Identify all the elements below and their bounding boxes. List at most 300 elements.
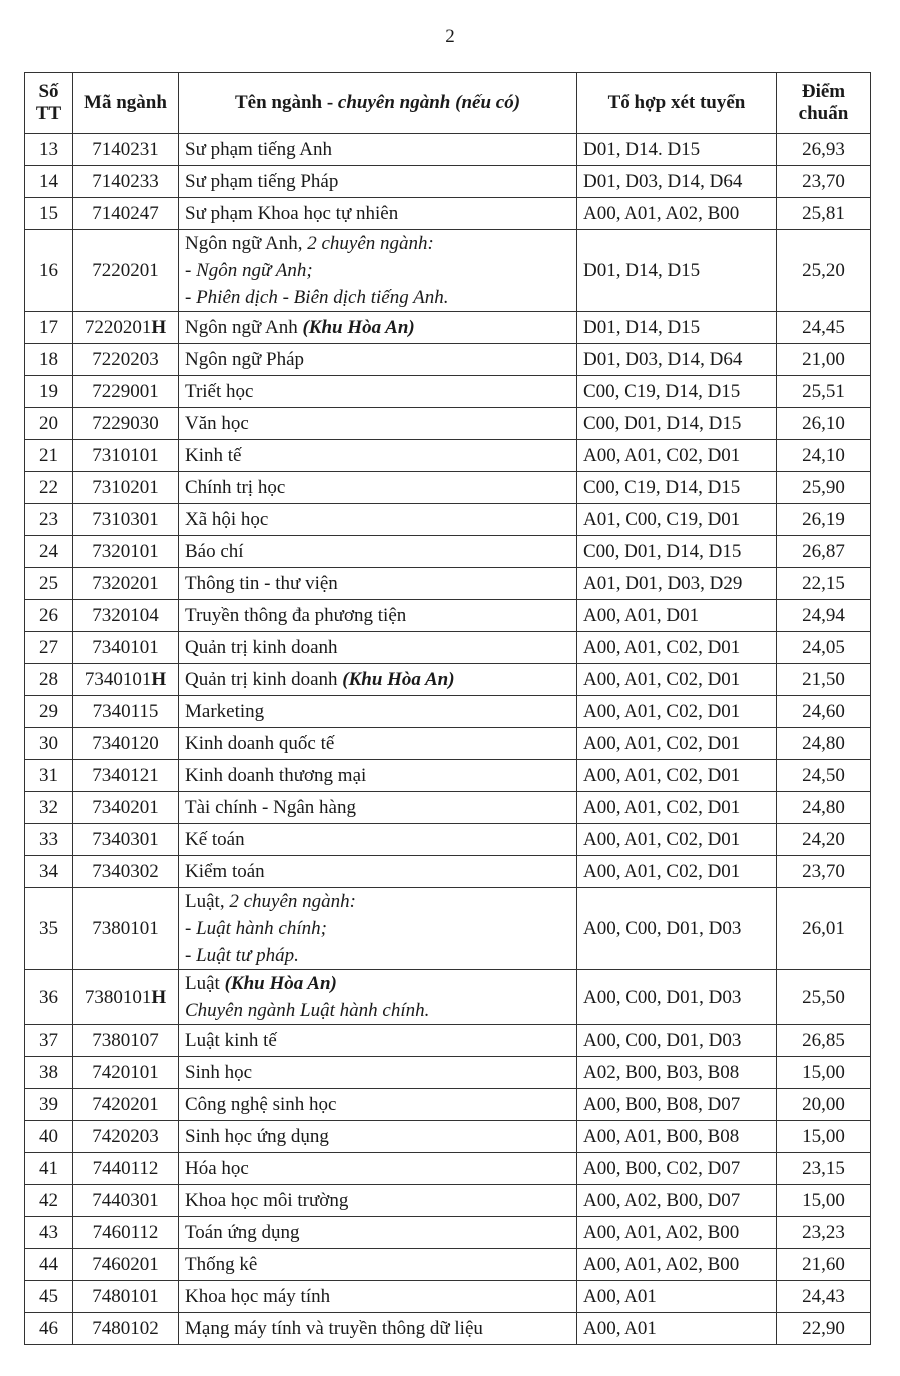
name-line <box>185 698 570 725</box>
cell-name <box>179 696 577 728</box>
cell-score: 26,19 <box>777 504 871 536</box>
cell-name <box>179 824 577 856</box>
table-row <box>25 1217 871 1249</box>
cell-combo: A00, A01, C02, D01 <box>577 440 777 472</box>
name-text: Sư phạm Khoa học tự nhiên <box>185 203 399 224</box>
name-line <box>185 168 570 195</box>
table-row <box>25 856 871 888</box>
cell-name <box>179 504 577 536</box>
cell-code <box>73 728 179 760</box>
cell-code <box>73 1217 179 1249</box>
name-line <box>185 1187 570 1214</box>
cell-stt: 41 <box>25 1153 73 1185</box>
cell-score: 25,81 <box>777 198 871 230</box>
name-text: Hóa học <box>185 1158 249 1179</box>
header-code: Mã ngành <box>73 73 179 134</box>
table-row <box>25 632 871 664</box>
code-value: 7340201 <box>92 797 159 818</box>
name-line <box>185 410 570 437</box>
header-score: Điểm chuẩn <box>777 73 871 134</box>
cell-code <box>73 888 179 970</box>
table-row <box>25 760 871 792</box>
cell-name <box>179 440 577 472</box>
name-text: Văn học <box>185 413 249 434</box>
cell-code <box>73 472 179 504</box>
cell-score: 22,90 <box>777 1313 871 1345</box>
table-row <box>25 440 871 472</box>
code-value: 7310101 <box>92 445 159 466</box>
header-name-italic: chuyên ngành (nếu có) <box>337 92 521 113</box>
cell-name <box>179 344 577 376</box>
cell-stt: 36 <box>25 970 73 1025</box>
cell-combo: A00, A01, C02, D01 <box>577 664 777 696</box>
cell-score: 24,50 <box>777 760 871 792</box>
name-text: Xã hội học <box>185 509 269 530</box>
name-line <box>185 762 570 789</box>
name-line <box>185 602 570 629</box>
cell-code <box>73 1313 179 1345</box>
cell-stt: 42 <box>25 1185 73 1217</box>
code-value: 7420203 <box>92 1126 159 1147</box>
table-row <box>25 1313 871 1345</box>
cell-combo: A00, A01, C02, D01 <box>577 792 777 824</box>
cell-score: 25,50 <box>777 970 871 1025</box>
code-value: 7310201 <box>92 477 159 498</box>
code-value: 7320104 <box>92 605 159 626</box>
header-combo: Tổ hợp xét tuyển <box>577 73 777 134</box>
cell-name <box>179 1185 577 1217</box>
code-value: 7340302 <box>92 861 159 882</box>
name-line <box>185 666 570 693</box>
name-text: Kiểm toán <box>185 861 265 882</box>
cell-score: 24,80 <box>777 728 871 760</box>
cell-code <box>73 376 179 408</box>
cell-name <box>179 230 577 312</box>
cell-name <box>179 1057 577 1089</box>
cell-stt: 45 <box>25 1281 73 1313</box>
name-line <box>185 794 570 821</box>
name-line <box>185 230 570 257</box>
name-line <box>185 1091 570 1118</box>
cell-stt: 15 <box>25 198 73 230</box>
code-value: 7440301 <box>92 1190 159 1211</box>
cell-stt: 43 <box>25 1217 73 1249</box>
cell-name <box>179 472 577 504</box>
cell-score: 26,10 <box>777 408 871 440</box>
table-row <box>25 792 871 824</box>
cell-score: 15,00 <box>777 1185 871 1217</box>
cell-stt: 32 <box>25 792 73 824</box>
code-value: 7220201 <box>92 260 159 281</box>
cell-name <box>179 632 577 664</box>
cell-combo: A01, D01, D03, D29 <box>577 568 777 600</box>
cell-name <box>179 408 577 440</box>
cell-stt: 26 <box>25 600 73 632</box>
name-text: Toán ứng dụng <box>185 1222 300 1243</box>
name-text: Khoa học máy tính <box>185 1286 331 1307</box>
cell-combo: D01, D14, D15 <box>577 230 777 312</box>
code-value: 7310301 <box>92 509 159 530</box>
table-row <box>25 536 871 568</box>
code-value: 7220203 <box>92 349 159 370</box>
name-line <box>185 1251 570 1278</box>
cell-score: 26,87 <box>777 536 871 568</box>
code-value: 7340115 <box>92 701 159 722</box>
cell-stt: 13 <box>25 134 73 166</box>
code-value: 7140247 <box>92 203 159 224</box>
cell-combo: A00, A01, C02, D01 <box>577 824 777 856</box>
name-text: Thống kê <box>185 1254 258 1275</box>
cell-name <box>179 198 577 230</box>
cell-name <box>179 312 577 344</box>
name-bold-italic: (Khu Hòa An) <box>224 973 337 994</box>
name-line <box>185 506 570 533</box>
cell-stt: 35 <box>25 888 73 970</box>
cell-stt: 19 <box>25 376 73 408</box>
name-line <box>185 538 570 565</box>
cell-name <box>179 376 577 408</box>
code-value: 7460112 <box>92 1222 159 1243</box>
code-value: 7380107 <box>92 1030 159 1051</box>
cell-code <box>73 664 179 696</box>
name-text: Công nghệ sinh học <box>185 1094 337 1115</box>
cell-code <box>73 1185 179 1217</box>
cell-score: 26,01 <box>777 888 871 970</box>
name-line <box>185 346 570 373</box>
cell-name <box>179 1121 577 1153</box>
cell-name <box>179 1313 577 1345</box>
name-text: Kinh tế <box>185 445 242 466</box>
cell-name <box>179 760 577 792</box>
cell-code <box>73 792 179 824</box>
cell-score: 24,45 <box>777 312 871 344</box>
name-text: Quản trị kinh doanh <box>185 669 343 690</box>
code-value: 7140231 <box>92 139 159 160</box>
table-row <box>25 1185 871 1217</box>
name-text: Tài chính - Ngân hàng <box>185 797 356 818</box>
code-value: 7480101 <box>92 1286 159 1307</box>
code-value: 7340120 <box>92 733 159 754</box>
cell-combo: A00, A01, A02, B00 <box>577 1249 777 1281</box>
name-line <box>185 314 570 341</box>
cell-combo: A00, B00, C02, D07 <box>577 1153 777 1185</box>
cell-score: 15,00 <box>777 1057 871 1089</box>
name-sub-line: - Luật hành chính; <box>185 918 327 939</box>
cell-combo: A00, A01, B00, B08 <box>577 1121 777 1153</box>
code-value: 7420101 <box>92 1062 159 1083</box>
cell-score: 21,50 <box>777 664 871 696</box>
cell-name <box>179 728 577 760</box>
cell-combo: A00, C00, D01, D03 <box>577 888 777 970</box>
cell-combo: A00, A01 <box>577 1281 777 1313</box>
code-value: 7340121 <box>92 765 159 786</box>
name-line <box>185 1219 570 1246</box>
cell-stt: 28 <box>25 664 73 696</box>
cell-name <box>179 134 577 166</box>
cell-combo: A00, A01, C02, D01 <box>577 632 777 664</box>
cell-combo: A00, A01, C02, D01 <box>577 856 777 888</box>
cell-score: 24,60 <box>777 696 871 728</box>
cell-stt: 23 <box>25 504 73 536</box>
table-row <box>25 1249 871 1281</box>
name-line <box>185 634 570 661</box>
cell-score: 26,85 <box>777 1025 871 1057</box>
cell-code <box>73 1249 179 1281</box>
cell-name <box>179 1153 577 1185</box>
name-text: Sư phạm tiếng Pháp <box>185 171 339 192</box>
cell-score: 25,20 <box>777 230 871 312</box>
code-value: 7220201 <box>84 317 152 338</box>
cell-stt: 29 <box>25 696 73 728</box>
cell-code <box>73 198 179 230</box>
cell-stt: 18 <box>25 344 73 376</box>
cell-code <box>73 1121 179 1153</box>
table-row <box>25 600 871 632</box>
cell-score: 24,94 <box>777 600 871 632</box>
cell-name <box>179 600 577 632</box>
code-value: 7380101 <box>84 986 152 1008</box>
cell-score: 24,05 <box>777 632 871 664</box>
cell-combo: C00, C19, D14, D15 <box>577 472 777 504</box>
cell-stt: 40 <box>25 1121 73 1153</box>
table-row <box>25 696 871 728</box>
table-row <box>25 376 871 408</box>
cell-combo: A00, C00, D01, D03 <box>577 1025 777 1057</box>
cell-stt: 14 <box>25 166 73 198</box>
table-row <box>25 970 871 1025</box>
page-number: 2 <box>445 26 455 47</box>
cell-combo: D01, D14. D15 <box>577 134 777 166</box>
cell-name <box>179 856 577 888</box>
name-sub-line: Chuyên ngành Luật hành chính. <box>185 1000 430 1021</box>
cell-code <box>73 970 179 1025</box>
cell-code <box>73 824 179 856</box>
code-value: 7440112 <box>92 1158 159 1179</box>
code-value: 7229001 <box>92 381 159 402</box>
name-text: Mạng máy tính và truyền thông dữ liệu <box>185 1318 483 1339</box>
cell-name <box>179 1025 577 1057</box>
table-row <box>25 472 871 504</box>
cell-code <box>73 600 179 632</box>
cell-stt: 21 <box>25 440 73 472</box>
name-text: Kế toán <box>185 829 245 850</box>
table-row <box>25 728 871 760</box>
code-value: 7320201 <box>92 573 159 594</box>
cell-score: 25,51 <box>777 376 871 408</box>
cell-name <box>179 1217 577 1249</box>
cell-code <box>73 856 179 888</box>
code-suffix: H <box>151 986 167 1008</box>
cell-combo: A00, A01, C02, D01 <box>577 760 777 792</box>
name-text: Luật <box>185 973 225 994</box>
cell-score: 21,60 <box>777 1249 871 1281</box>
code-value: 7140233 <box>92 171 159 192</box>
table-row <box>25 344 871 376</box>
table-row <box>25 1057 871 1089</box>
name-bold-italic: (Khu Hòa An) <box>342 669 455 690</box>
code-value: 7340101 <box>84 669 152 690</box>
admission-scores-table <box>24 72 871 1345</box>
name-line <box>185 1155 570 1182</box>
name-text: Truyền thông đa phương tiện <box>185 605 407 626</box>
cell-combo: D01, D03, D14, D64 <box>577 166 777 198</box>
table-row <box>25 568 871 600</box>
name-italic: 2 chuyên ngành: <box>224 891 356 912</box>
name-line <box>185 826 570 853</box>
cell-combo: D01, D03, D14, D64 <box>577 344 777 376</box>
cell-combo: C00, D01, D14, D15 <box>577 408 777 440</box>
name-text: Kinh doanh quốc tế <box>185 733 335 754</box>
cell-combo: A00, A01, D01 <box>577 600 777 632</box>
name-line <box>185 474 570 501</box>
cell-code <box>73 1281 179 1313</box>
cell-score: 23,15 <box>777 1153 871 1185</box>
cell-stt: 20 <box>25 408 73 440</box>
cell-name <box>179 568 577 600</box>
table-row <box>25 1025 871 1057</box>
cell-combo: A01, C00, C19, D01 <box>577 504 777 536</box>
name-text: Ngôn ngữ Anh, <box>185 233 303 254</box>
name-line <box>185 1027 570 1054</box>
name-text: Báo chí <box>185 541 244 562</box>
name-line <box>185 1059 570 1086</box>
name-text: Thông tin - thư viện <box>185 573 338 594</box>
cell-name <box>179 792 577 824</box>
cell-name <box>179 664 577 696</box>
cell-code <box>73 134 179 166</box>
name-text: Triết học <box>185 381 254 402</box>
name-text: Luật, <box>185 891 225 912</box>
cell-stt: 24 <box>25 536 73 568</box>
name-text: Quản trị kinh doanh <box>185 637 338 658</box>
code-value: 7340301 <box>92 829 159 850</box>
name-line <box>185 858 570 885</box>
cell-combo: D01, D14, D15 <box>577 312 777 344</box>
code-value: 7460201 <box>92 1254 159 1275</box>
table-row <box>25 166 871 198</box>
cell-combo: A00, A01, A02, B00 <box>577 1217 777 1249</box>
cell-code <box>73 760 179 792</box>
cell-stt: 44 <box>25 1249 73 1281</box>
name-text: Sinh học <box>185 1062 253 1083</box>
code-value: 7340101 <box>92 637 159 658</box>
cell-code <box>73 696 179 728</box>
cell-combo: A00, B00, B08, D07 <box>577 1089 777 1121</box>
cell-name <box>179 1281 577 1313</box>
name-line <box>185 1315 570 1342</box>
name-line <box>185 970 570 997</box>
name-italic: 2 chuyên ngành: <box>302 233 434 254</box>
code-value: 7320101 <box>92 541 159 562</box>
cell-combo: A00, A01, A02, B00 <box>577 198 777 230</box>
cell-name <box>179 166 577 198</box>
cell-code <box>73 1153 179 1185</box>
cell-name <box>179 1249 577 1281</box>
name-text: Luật kinh tế <box>185 1030 277 1051</box>
cell-name <box>179 888 577 970</box>
cell-score: 22,15 <box>777 568 871 600</box>
name-text: Ngôn ngữ Pháp <box>185 349 305 370</box>
cell-code <box>73 312 179 344</box>
table-row <box>25 1281 871 1313</box>
table-row <box>25 1153 871 1185</box>
cell-score: 24,10 <box>777 440 871 472</box>
name-bold-italic: (Khu Hòa An) <box>302 317 415 338</box>
table-row <box>25 312 871 344</box>
cell-combo: A00, A01 <box>577 1313 777 1345</box>
header-name <box>179 73 577 134</box>
table-row <box>25 504 871 536</box>
cell-stt: 25 <box>25 568 73 600</box>
cell-combo: A00, A01, C02, D01 <box>577 728 777 760</box>
cell-stt: 37 <box>25 1025 73 1057</box>
cell-combo: C00, D01, D14, D15 <box>577 536 777 568</box>
code-suffix: H <box>151 317 167 338</box>
cell-combo: A00, C00, D01, D03 <box>577 970 777 1025</box>
cell-stt: 31 <box>25 760 73 792</box>
code-value: 7229030 <box>92 413 159 434</box>
cell-code <box>73 632 179 664</box>
cell-stt: 17 <box>25 312 73 344</box>
cell-code <box>73 408 179 440</box>
cell-code <box>73 504 179 536</box>
table-row <box>25 1121 871 1153</box>
table-row <box>25 230 871 312</box>
cell-stt: 22 <box>25 472 73 504</box>
cell-combo: A02, B00, B03, B08 <box>577 1057 777 1089</box>
cell-score: 23,70 <box>777 856 871 888</box>
name-line <box>185 442 570 469</box>
cell-score: 24,80 <box>777 792 871 824</box>
cell-stt: 33 <box>25 824 73 856</box>
header-stt: Số TT <box>25 73 73 134</box>
cell-code <box>73 536 179 568</box>
name-line <box>185 888 570 915</box>
cell-code <box>73 568 179 600</box>
table-body <box>25 134 871 1345</box>
header-name-main: Tên ngành - <box>234 92 338 113</box>
name-line <box>185 136 570 163</box>
name-line <box>185 200 570 227</box>
cell-score: 15,00 <box>777 1121 871 1153</box>
cell-code <box>73 440 179 472</box>
cell-code <box>73 166 179 198</box>
table-row <box>25 1089 871 1121</box>
name-text: Ngôn ngữ Anh <box>185 317 303 338</box>
cell-score: 21,00 <box>777 344 871 376</box>
cell-score: 24,20 <box>777 824 871 856</box>
cell-combo: A00, A01, C02, D01 <box>577 696 777 728</box>
name-line <box>185 570 570 597</box>
name-text: Sư phạm tiếng Anh <box>185 139 332 160</box>
name-line <box>185 730 570 757</box>
table-row <box>25 408 871 440</box>
name-sub-line: - Phiên dịch - Biên dịch tiếng Anh. <box>185 287 449 308</box>
name-sub-line: - Luật tư pháp. <box>185 945 299 966</box>
cell-score: 26,93 <box>777 134 871 166</box>
cell-score: 20,00 <box>777 1089 871 1121</box>
code-value: 7480102 <box>92 1318 159 1339</box>
table-row <box>25 134 871 166</box>
cell-name <box>179 536 577 568</box>
code-suffix: H <box>151 669 167 690</box>
name-text: Marketing <box>185 701 265 722</box>
table-row <box>25 198 871 230</box>
table-row <box>25 824 871 856</box>
name-text: Kinh doanh thương mại <box>185 765 367 786</box>
cell-code <box>73 344 179 376</box>
code-value: 7380101 <box>92 918 159 939</box>
